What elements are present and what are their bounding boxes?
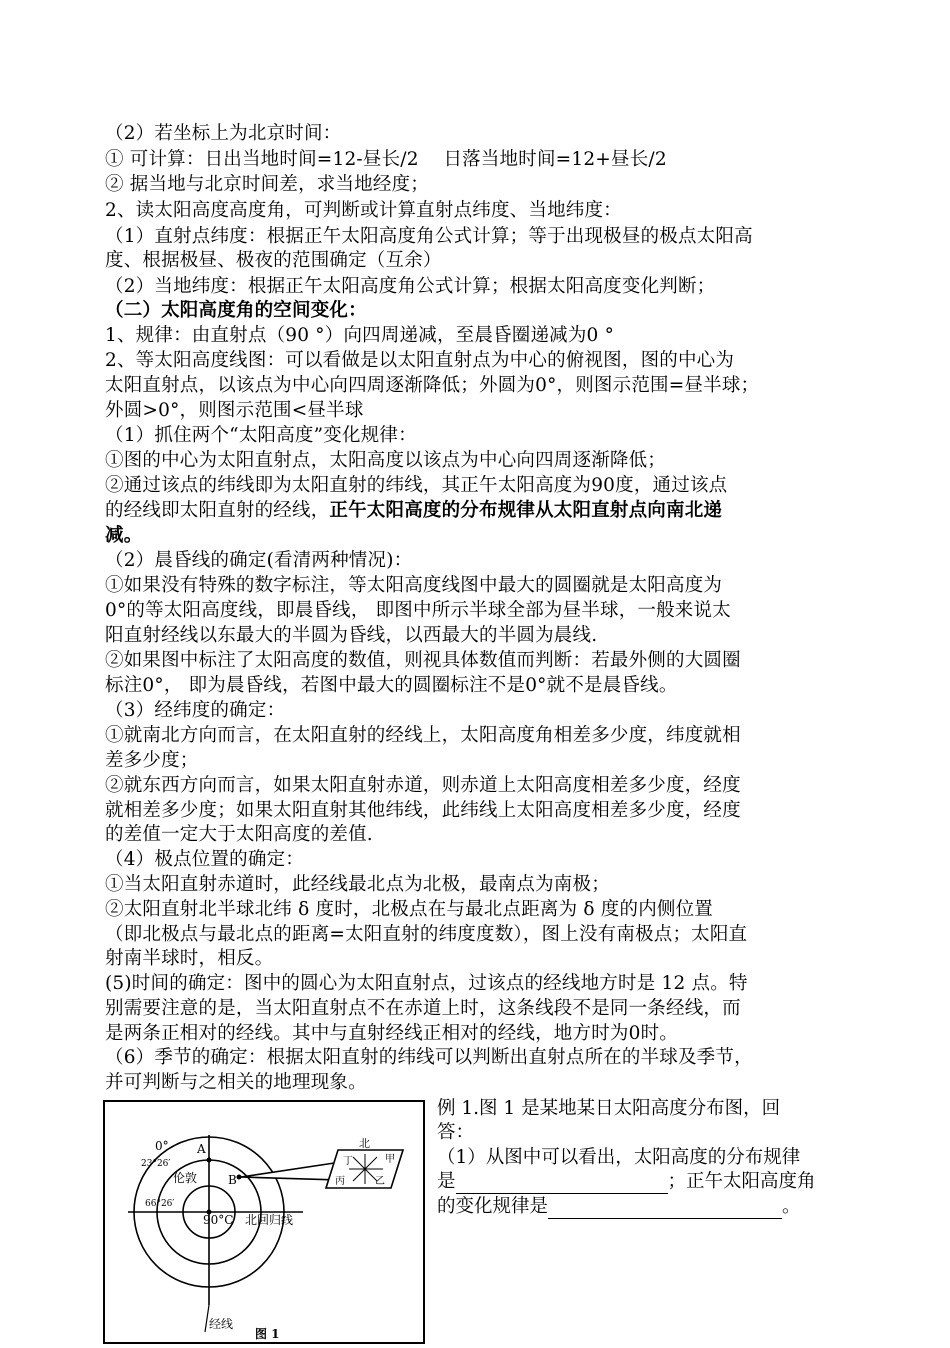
text-line: 0°的等太阳高度线，即晨昏线， 即图中所示半球全部为昼半球，一般来说太 bbox=[105, 600, 731, 621]
text-segment: 的经线即太阳直射的经线， bbox=[105, 500, 330, 521]
label-london: 伦敦 bbox=[173, 1171, 198, 1185]
text-line: 度、根据极昼、极夜的范围确定（互余） bbox=[105, 250, 442, 271]
answer-blank[interactable] bbox=[548, 1200, 782, 1219]
text-line: （4）极点位置的确定： bbox=[105, 849, 304, 870]
text-line: 是两条正相对的经线。其中与直射经线正相对的经线，地方时为0时。 bbox=[105, 1023, 678, 1044]
label-23: 23°26′ bbox=[141, 1159, 171, 1169]
text-line: 太阳直射点，以该点为中心向四周逐渐降低；外圆为0°，则图示范围=昼半球； bbox=[105, 375, 760, 396]
bold-emphasis-end: 减。 bbox=[105, 525, 143, 546]
text-line bbox=[105, 499, 850, 523]
text-line: ② 据当地与北京时间差，求当地经度； bbox=[105, 174, 429, 195]
label-meridian: 经线 bbox=[209, 1317, 234, 1331]
text-line: 外圆>0°，则图示范围<昼半球 bbox=[105, 400, 364, 421]
example-line: 例 1.图 1 是某地某日太阳高度分布图，回 bbox=[437, 1098, 781, 1119]
text-line: (5)时间的确定：图中的圆心为太阳直射点，过该点的经线地方时是 12 点。特 bbox=[105, 973, 748, 994]
label-a: A bbox=[197, 1142, 206, 1156]
text-line: 差多少度； bbox=[105, 750, 199, 771]
sun-altitude-diagram bbox=[103, 1100, 425, 1344]
text-line: （2）当地纬度：根据正午太阳高度角公式计算；根据太阳高度变化判断； bbox=[105, 276, 716, 297]
figure-caption: 图 1 bbox=[255, 1327, 280, 1341]
label-jia: 甲 bbox=[385, 1154, 395, 1165]
text-line: ②就东西方向而言，如果太阳直射赤道，则赤道上太阳高度相差多少度，经度 bbox=[105, 775, 741, 796]
example-line bbox=[437, 1170, 857, 1194]
text-line: （3）经纬度的确定： bbox=[105, 700, 286, 721]
example-segment: 的变化规律是 bbox=[437, 1196, 549, 1217]
text-line: 的差值一定大于太阳高度的差值. bbox=[105, 824, 373, 845]
text-line: ②太阳直射北半球北纬 δ 度时，北极点在与最北点距离为 δ 度的内侧位置 bbox=[105, 899, 714, 920]
text-line: 并可判断与之相关的地理现象。 bbox=[105, 1072, 367, 1093]
label-north: 北 bbox=[359, 1137, 370, 1150]
text-line: （1）直射点纬度：根据正午太阳高度角公式计算；等于出现极昼的极点太阳高 bbox=[105, 226, 753, 247]
text-line: 阳直射经线以东最大的半圆为昏线，以西最大的半圆为晨线. bbox=[105, 625, 598, 646]
label-90c: 90°C bbox=[203, 1213, 234, 1227]
figure-1 bbox=[103, 1100, 425, 1344]
answer-blank[interactable] bbox=[456, 1175, 668, 1194]
text-line: ②如果图中标注了太阳高度的数值，则视具体数值而判断：若最外侧的大圆圈 bbox=[105, 650, 741, 671]
text-line: ①如果没有特殊的数字标注，等太阳高度线图中最大的圆圈就是太阳高度为 bbox=[105, 575, 723, 596]
example-segment: 是 bbox=[437, 1171, 456, 1192]
text-line: 就相差多少度；如果太阳直射其他纬线，此纬线上太阳高度相差多少度，经度 bbox=[105, 800, 741, 821]
text-line: ①图的中心为太阳直射点，太阳高度以该点为中心向四周逐渐降低； bbox=[105, 450, 667, 471]
label-ding: 丁 bbox=[343, 1156, 353, 1167]
text-line: 2、读太阳高度高度角，可判断或计算直射点纬度、当地纬度： bbox=[105, 200, 622, 221]
text-line: 射南半球时，相反。 bbox=[105, 948, 274, 969]
example-line: 答： bbox=[437, 1122, 475, 1143]
text-line: ① 可计算：日出当地时间=12-昼长/2 日落当地时间=12+昼长/2 bbox=[105, 149, 667, 170]
example-line: （1）从图中可以看出，太阳高度的分布规律 bbox=[437, 1147, 801, 1168]
text-line: （2）晨昏线的确定(看清两种情况)： bbox=[105, 550, 413, 571]
text-line: （2）若坐标上为北京时间： bbox=[105, 123, 342, 144]
text-line: 标注0°， 即为晨昏线，若图中最大的圆圈标注不是0°就不是晨昏线。 bbox=[105, 675, 678, 696]
text-line: （1）抓住两个“太阳高度”变化规律： bbox=[105, 425, 417, 446]
text-line: 别需要注意的是，当太阳直射点不在赤道上时，这条线段不是同一条经线，而 bbox=[105, 998, 741, 1019]
text-line: ①就南北方向而言，在太阳直射的经线上，太阳高度角相差多少度，纬度就相 bbox=[105, 725, 741, 746]
example-line bbox=[437, 1195, 857, 1219]
point-a bbox=[207, 1158, 212, 1163]
label-yi: 乙 bbox=[375, 1176, 385, 1187]
text-line: （即北极点与最北点的距离=太阳直射的纬度度数），图上没有南极点；太阳直 bbox=[105, 924, 748, 945]
example-segment: 。 bbox=[782, 1196, 801, 1217]
text-line: （6）季节的确定：根据太阳直射的纬线可以判断出直射点所在的半球及季节， bbox=[105, 1047, 753, 1068]
label-tropic: 北回归线 bbox=[245, 1213, 294, 1227]
label-66: 66°26′ bbox=[145, 1199, 175, 1209]
label-0deg: 0° bbox=[155, 1139, 169, 1153]
label-b: B bbox=[228, 1173, 237, 1187]
point-b bbox=[237, 1175, 242, 1180]
section-heading: （二）太阳高度角的空间变化： bbox=[105, 300, 367, 321]
text-line: ②通过该点的纬线即为太阳直射的纬线，其正午太阳高度为90度，通过该点 bbox=[105, 475, 728, 496]
text-line: 2、等太阳高度线图：可以看做是以太阳直射点为中心的俯视图，图的中心为 bbox=[105, 350, 735, 371]
text-line: 1、规律：由直射点（90 °）向四周递减，至晨昏圈递减为0 ° bbox=[105, 325, 615, 346]
text-line: ①当太阳直射赤道时，此经线最北点为北极，最南点为南极； bbox=[105, 874, 610, 895]
label-bing: 丙 bbox=[335, 1176, 345, 1187]
bold-emphasis: 正午太阳高度的分布规律从太阳直射点向南北递 bbox=[329, 500, 723, 521]
example-segment: ；正午太阳高度角 bbox=[667, 1171, 816, 1192]
